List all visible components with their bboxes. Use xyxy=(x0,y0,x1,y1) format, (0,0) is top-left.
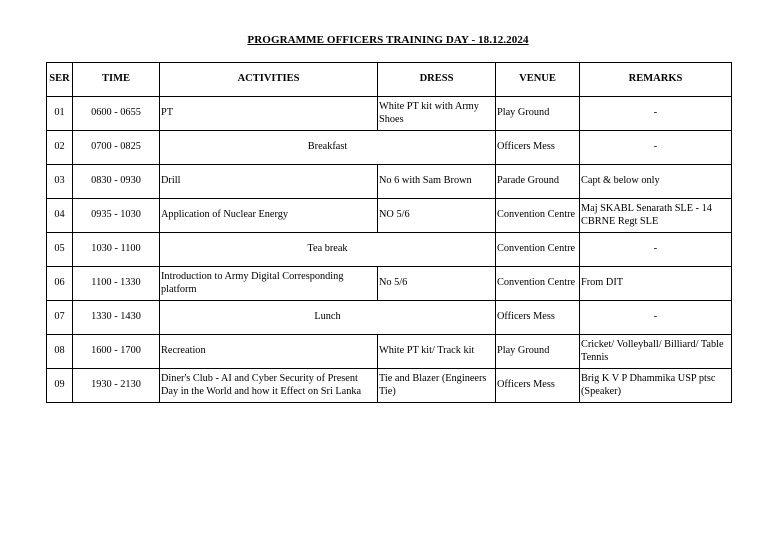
table-row xyxy=(47,267,732,301)
activity-cell: Tea break xyxy=(160,233,496,267)
table-row xyxy=(47,97,732,131)
table-row xyxy=(47,233,732,267)
table-row xyxy=(47,131,732,165)
dress-cell: No 5/6 xyxy=(378,267,496,301)
venue-cell: Play Ground xyxy=(496,97,580,131)
ser-cell: 03 xyxy=(47,165,73,199)
time-cell: 1330 - 1430 xyxy=(73,301,160,335)
venue-cell: Officers Mess xyxy=(496,301,580,335)
time-cell: 0600 - 0655 xyxy=(73,97,160,131)
header-time: TIME xyxy=(73,63,160,97)
activity-cell: Application of Nuclear Energy xyxy=(160,199,378,233)
time-cell: 0700 - 0825 xyxy=(73,131,160,165)
page-title: PROGRAMME OFFICERS TRAINING DAY - 18.12.2024 xyxy=(247,34,529,46)
activity-cell: Lunch xyxy=(160,301,496,335)
venue-cell: Parade Ground xyxy=(496,165,580,199)
dress-cell: Tie and Blazer (Engineers Tie) xyxy=(378,369,496,403)
venue-cell: Convention Centre xyxy=(496,267,580,301)
remarks-cell: - xyxy=(580,131,732,165)
header-dress: DRESS xyxy=(378,63,496,97)
ser-cell: 04 xyxy=(47,199,73,233)
venue-cell: Convention Centre xyxy=(496,199,580,233)
header-remarks: REMARKS xyxy=(580,63,732,97)
header-ser: SER xyxy=(47,63,73,97)
remarks-cell: Capt & below only xyxy=(580,165,732,199)
time-cell: 1930 - 2130 xyxy=(73,369,160,403)
activity-cell: PT xyxy=(160,97,378,131)
schedule-table xyxy=(46,62,732,403)
table-row xyxy=(47,301,732,335)
venue-cell: Play Ground xyxy=(496,335,580,369)
ser-cell: 06 xyxy=(47,267,73,301)
header-venue: VENUE xyxy=(496,63,580,97)
ser-cell: 08 xyxy=(47,335,73,369)
time-cell: 0935 - 1030 xyxy=(73,199,160,233)
table-row xyxy=(47,199,732,233)
time-cell: 1030 - 1100 xyxy=(73,233,160,267)
venue-cell: Officers Mess xyxy=(496,131,580,165)
venue-cell: Convention Centre xyxy=(496,233,580,267)
ser-cell: 01 xyxy=(47,97,73,131)
activity-cell: Diner's Club - AI and Cyber Security of Present Day in the World and how it Effect on Sri Lanka xyxy=(160,369,378,403)
activity-cell: Introduction to Army Digital Corresponding platform xyxy=(160,267,378,301)
remarks-cell: Brig K V P Dhammika USP ptsc (Speaker) xyxy=(580,369,732,403)
remarks-cell: From DIT xyxy=(580,267,732,301)
remarks-cell: - xyxy=(580,97,732,131)
activity-cell: Recreation xyxy=(160,335,378,369)
table-row xyxy=(47,369,732,403)
table-row xyxy=(47,165,732,199)
activity-cell: Drill xyxy=(160,165,378,199)
venue-cell: Officers Mess xyxy=(496,369,580,403)
header-activities: ACTIVITIES xyxy=(160,63,378,97)
remarks-cell: - xyxy=(580,301,732,335)
dress-cell: White PT kit/ Track kit xyxy=(378,335,496,369)
ser-cell: 05 xyxy=(47,233,73,267)
remarks-cell: - xyxy=(580,233,732,267)
time-cell: 1600 - 1700 xyxy=(73,335,160,369)
table-header-row xyxy=(47,63,732,97)
ser-cell: 02 xyxy=(47,131,73,165)
dress-cell: NO 5/6 xyxy=(378,199,496,233)
remarks-cell: Maj SKABL Senarath SLE - 14 CBRNE Regt SLE xyxy=(580,199,732,233)
activity-cell: Breakfast xyxy=(160,131,496,165)
ser-cell: 07 xyxy=(47,301,73,335)
ser-cell: 09 xyxy=(47,369,73,403)
time-cell: 1100 - 1330 xyxy=(73,267,160,301)
table-row xyxy=(47,335,732,369)
dress-cell: White PT kit with Army Shoes xyxy=(378,97,496,131)
dress-cell: No 6 with Sam Brown xyxy=(378,165,496,199)
time-cell: 0830 - 0930 xyxy=(73,165,160,199)
remarks-cell: Cricket/ Volleyball/ Billiard/ Table Tennis xyxy=(580,335,732,369)
